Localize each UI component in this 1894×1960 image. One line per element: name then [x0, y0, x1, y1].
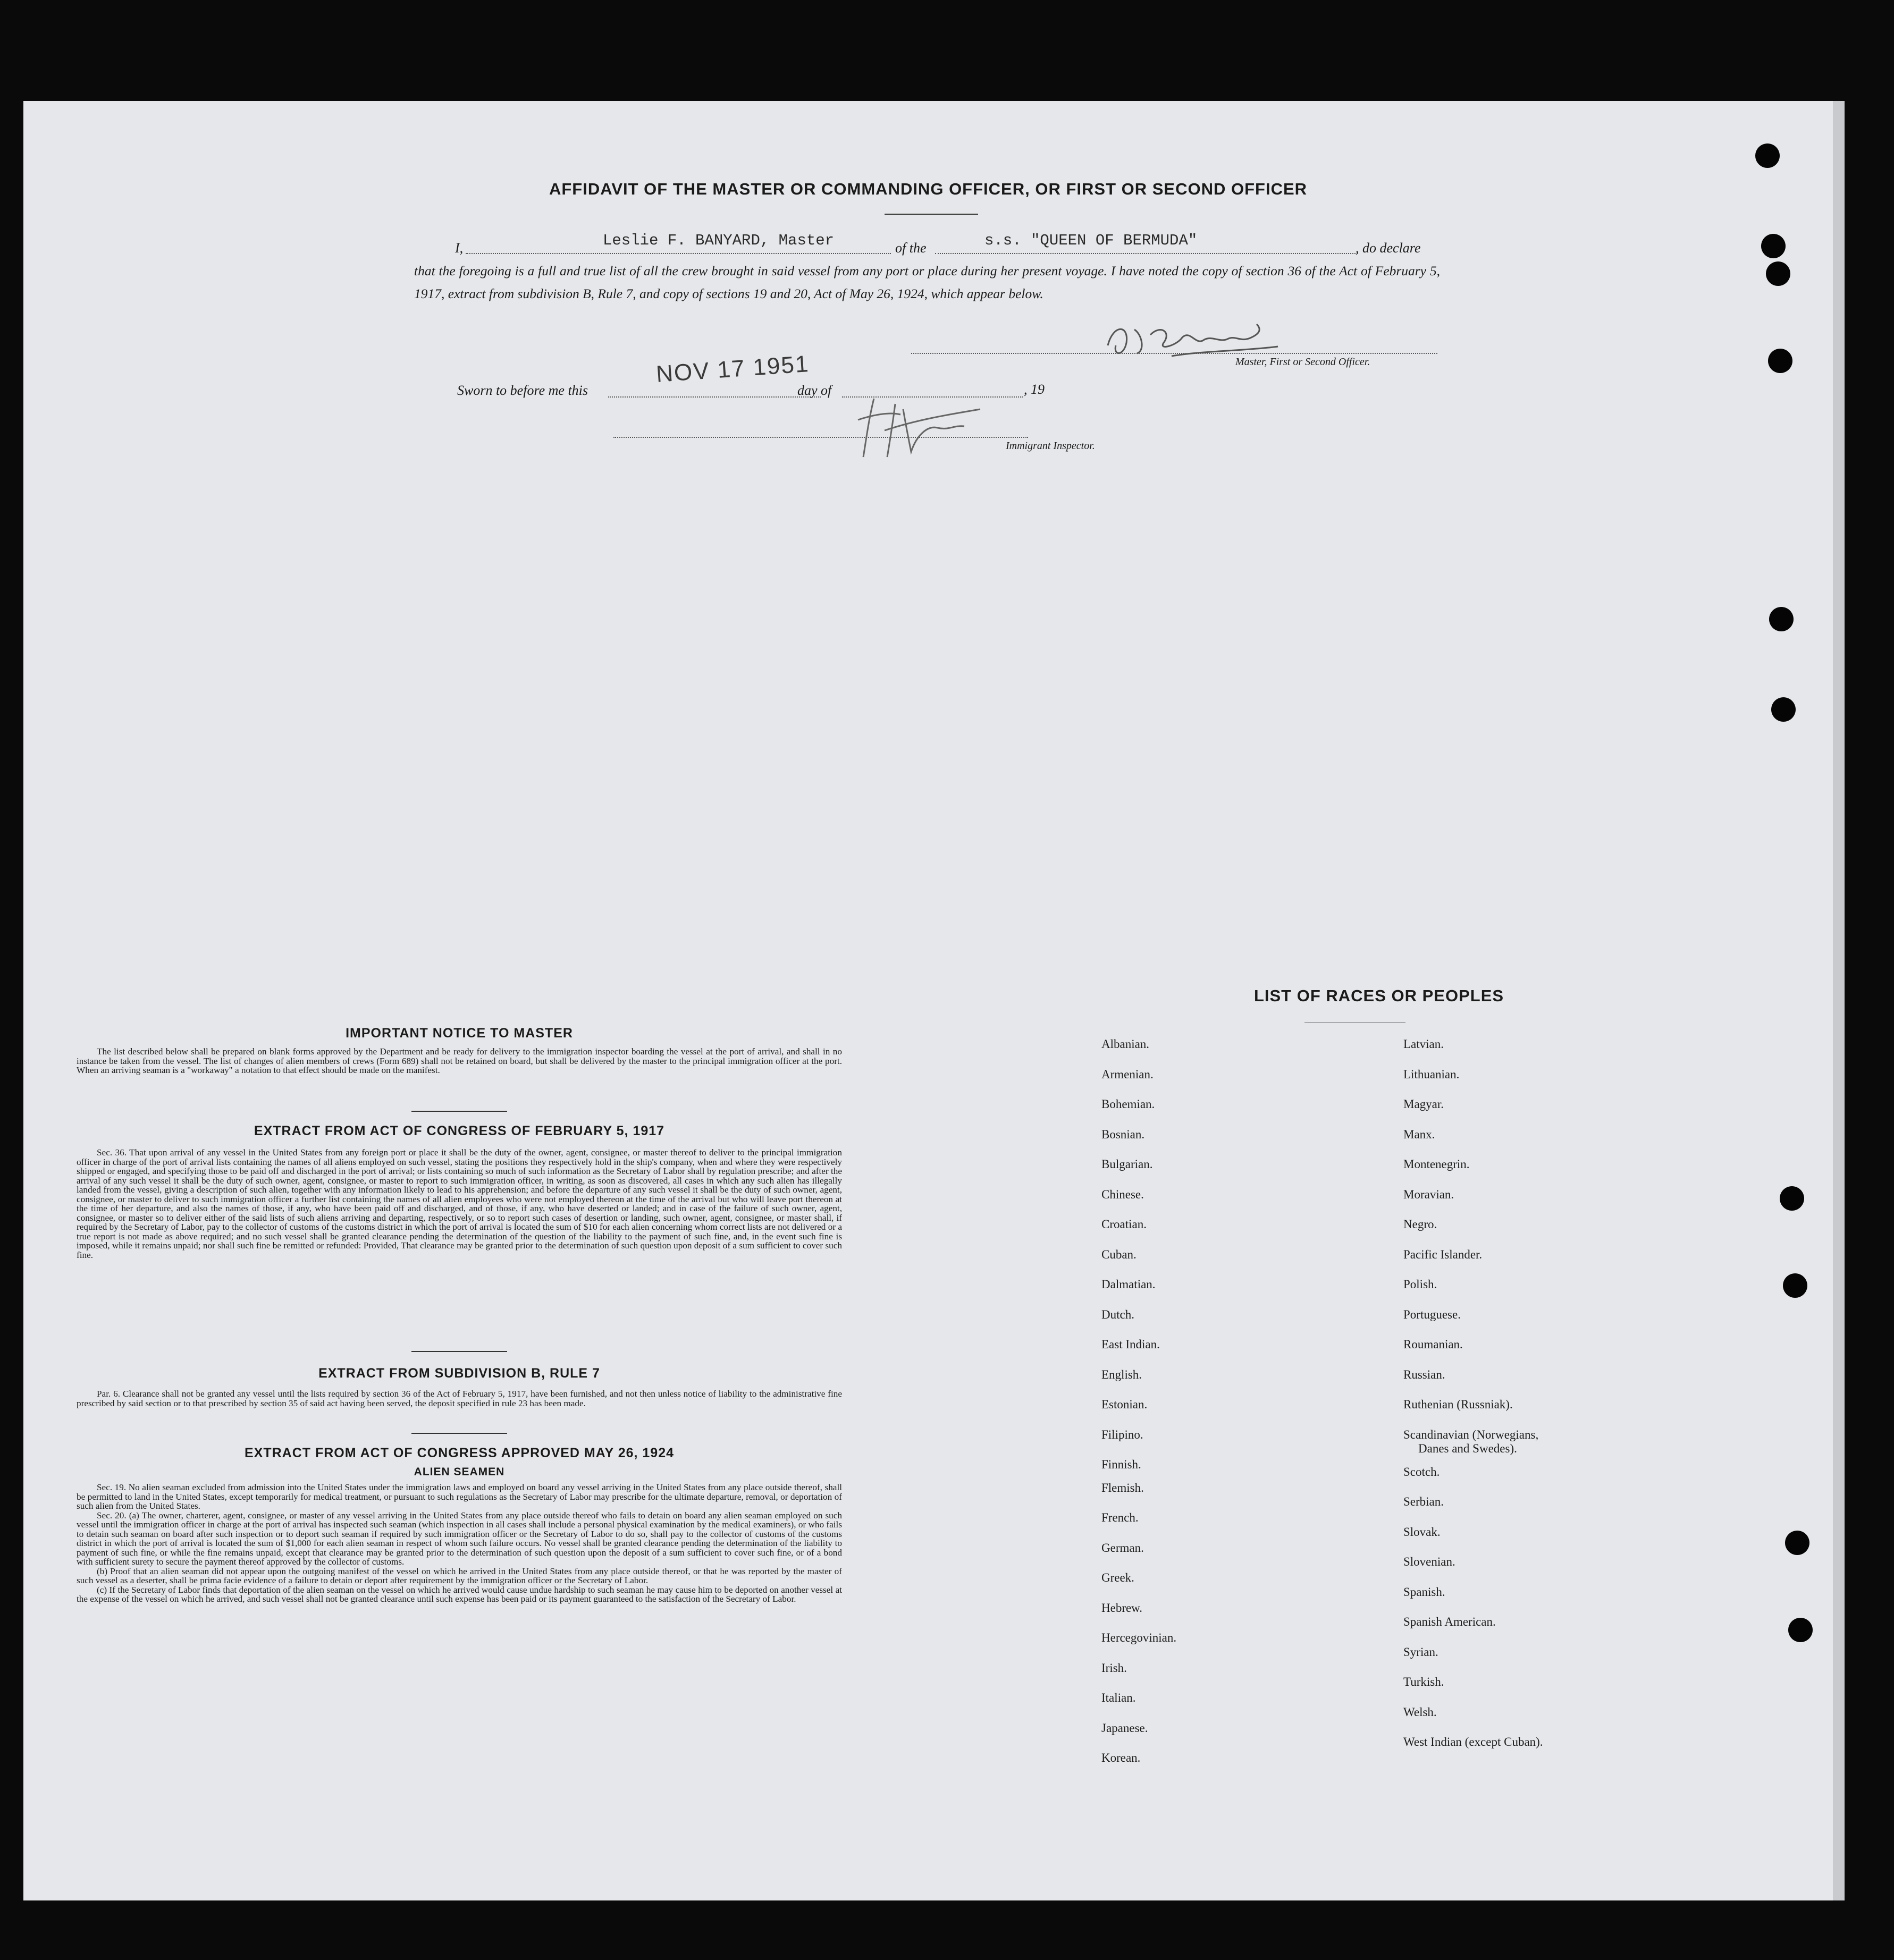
race-item: Irish. — [1101, 1661, 1127, 1675]
race-item: Dutch. — [1101, 1307, 1134, 1321]
race-item: Serbian. — [1403, 1495, 1444, 1508]
race-item: Chinese. — [1101, 1187, 1144, 1201]
race-item: Flemish. — [1101, 1481, 1144, 1494]
master-caption: Master, First or Second Officer. — [1235, 356, 1370, 368]
race-item: Japanese. — [1101, 1721, 1148, 1735]
race-item: Hebrew. — [1101, 1601, 1143, 1615]
punch-hole — [1768, 349, 1792, 373]
day-of-label: day of — [797, 383, 832, 398]
inspector-caption: Immigrant Inspector. — [1006, 440, 1095, 452]
race-item: Danes and Swedes). — [1418, 1441, 1517, 1455]
affidavit-title: AFFIDAVIT OF THE MASTER OR COMMANDING OFFICER, OR FIRST OR SECOND OFFICER — [549, 180, 1308, 198]
punch-hole — [1769, 607, 1794, 631]
race-item: Ruthenian (Russniak). — [1403, 1398, 1513, 1411]
extract-1924-title: EXTRACT FROM ACT OF CONGRESS APPROVED MAY 26, 1924 — [244, 1446, 675, 1460]
race-item: Bohemian. — [1101, 1097, 1155, 1111]
race-item: German. — [1101, 1541, 1144, 1555]
sec-36-paragraph: Sec. 36. That upon arrival of any vessel in the United States from any foreign port or place it shall be the duty of the owner, agent, consignee, or master thereof to deliver to the principal immigration officer in charge of the port of arrival lists containing the names of all aliens employed on such vessel, stating the positions they respectively hold in the ship's company, when and where they were respectively shipped or engaged, and specifying those to be paid off and discharged in the port of arrival; or lists containing so much of such information as the Secretary of Labor shall by regulation prescribe; and after the arrival of any such vessel it shall be the duty of such owner, agent, consignee, or master to report to such immigration officer, in writing, as soon as discovered, all cases in which any such alien has illegally landed from the vessel, giving a description of such alien, together with any information likely to lead to his apprehension; and before the departure of any such vessel it shall be the duty of such owner, agent, consignee, or master to deliver to such immigration officer a further list containing the names of all alien employees who were not employed thereon at the time of the arrival but who will leave port thereon at the time of her departure, and also the names of those, if any, who have been paid off and discharged, and of those, if any, who have deserted or landed; and in case of the failure of such owner, agent, consignee, or master so to deliver either of the said lists of such aliens arriving and departing, respectively, or so to report such cases of desertion or landing, such owner, agent, consignee, or master shall, if required by the Secretary of Labor, pay to the collector of customs of the customs district in which the port of arrival is located the sum of $10 for each alien concerning whom correct lists are not delivered or a true report is not made as above required; and no such vessel shall be granted clearance pending the determination of the question of the liability to the payment of such fine, and, in the event such fine is imposed, while it remains unpaid; nor shall such fine be remitted or refunded: Provided, That clearance may be granted prior to the determination of such question upon deposit of a sum sufficient to cover such fine. — [77, 1147, 842, 1260]
race-item: Korean. — [1101, 1751, 1141, 1764]
vessel-line — [935, 253, 1358, 254]
race-item: Armenian. — [1101, 1067, 1154, 1081]
race-item: Roumanian. — [1403, 1338, 1463, 1351]
sec-20b-paragraph: (b) Proof that an alien seaman did not appear upon the outgoing manifest of the vessel on which he arrived in the United States from any place outside thereof, or that he was reported by the master of such vessel as a deserter, shall be prima facie evidence of a failure to detain or deport after requirement by the immigration officer or the Secretary of Labor. — [77, 1566, 842, 1585]
year-prefix: , 19 — [1024, 382, 1045, 397]
race-item: Lithuanian. — [1403, 1067, 1460, 1081]
sec-19-paragraph: Sec. 19. No alien seaman excluded from admission into the United States under the immigration laws and employed on board any vessel arriving in the United States from any place outside thereof, shall be permitted to land in the United States, except temporarily for medical treatment, or pursuant to such regulations as the Secretary of Labor may prescribe for the ultimate departure, removal, or deportation of such alien from the United States. — [77, 1482, 842, 1511]
race-item: French. — [1101, 1511, 1139, 1524]
punch-hole — [1766, 261, 1790, 286]
race-item: Spanish American. — [1403, 1615, 1496, 1628]
race-item: Cuban. — [1101, 1247, 1137, 1261]
page-edge — [1833, 101, 1845, 1900]
notice-title: IMPORTANT NOTICE TO MASTER — [346, 1026, 573, 1041]
race-item: Bulgarian. — [1101, 1158, 1153, 1171]
race-item: Magyar. — [1403, 1097, 1444, 1111]
race-item: Estonian. — [1101, 1398, 1148, 1411]
race-item: Hercegovinian. — [1101, 1631, 1177, 1644]
punch-hole — [1785, 1531, 1809, 1555]
date-stamp: NOV 17 1951 — [655, 350, 810, 388]
race-item: Welsh. — [1403, 1705, 1437, 1719]
races-title: LIST OF RACES OR PEOPLES — [1253, 986, 1504, 1005]
divider-1 — [411, 1111, 507, 1112]
punch-hole — [1771, 697, 1796, 722]
alien-seamen-subtitle: ALIEN SEAMEN — [414, 1466, 505, 1478]
race-item: Scotch. — [1403, 1465, 1440, 1479]
sworn-day-line — [608, 396, 821, 398]
race-item: Greek. — [1101, 1571, 1134, 1584]
declaration-text: that the foregoing is a full and true list of all the crew brought in said vessel from any port or place during her present voyage. I have noted the copy of section 36 of the Act of February 5, 1917, extract from subdivision B, Rule 7, and copy of sections 19 and 20, Act of May 26, 1924, which appear below. — [414, 263, 1440, 301]
notice-text — [77, 1047, 842, 1075]
sworn-label: Sworn to before me this — [457, 383, 588, 398]
extract-1917-title: EXTRACT FROM ACT OF CONGRESS OF FEBRUARY 5, 1917 — [254, 1123, 665, 1138]
race-item: Manx. — [1403, 1127, 1435, 1141]
race-item: Croatian. — [1101, 1218, 1147, 1231]
race-item: English. — [1101, 1367, 1142, 1381]
race-item: Syrian. — [1403, 1645, 1438, 1659]
sec-20c-paragraph: (c) If the Secretary of Labor finds that deportation of the alien seaman on the vessel on which he arrived would cause undue hardship to such seaman he may cause him to be deported on another vessel at the expense of the vessel on which he arrived, and such vessel shall not be granted clearance until such expense has been paid or its payment guaranteed to the satisfaction of the Secretary of Labor. — [77, 1584, 842, 1604]
document-sheet — [23, 101, 1833, 1900]
race-item: Italian. — [1101, 1691, 1136, 1704]
punch-hole — [1788, 1618, 1813, 1642]
punch-hole — [1755, 143, 1780, 168]
inspector-signature — [853, 388, 1001, 468]
race-item: Moravian. — [1403, 1187, 1454, 1201]
of-the-label: of the — [895, 240, 927, 256]
race-item: Montenegrin. — [1403, 1158, 1470, 1171]
notice-paragraph: The list described below shall be prepared on blank forms approved by the Department and be ready for delivery to the immigration inspector boarding the vessel at the port of arrival, and shall in no instance be taken from the vessel. The list of changes of alien members of crews (Form 689) shall not be retained on board, but shall be delivered by the master to the principal immigration officer at the port. When an arriving seaman is a "workaway" a notation to that effect should be made on the manifest. — [77, 1046, 842, 1075]
race-item: Spanish. — [1403, 1585, 1445, 1599]
race-item: Polish. — [1403, 1278, 1437, 1291]
name-line — [466, 253, 891, 254]
race-item: Turkish. — [1403, 1675, 1444, 1688]
punch-hole — [1761, 234, 1786, 258]
title-divider — [885, 214, 978, 215]
race-item: Negro. — [1403, 1218, 1437, 1231]
do-declare-label: , do declare — [1356, 240, 1421, 256]
punch-hole — [1783, 1273, 1807, 1298]
race-item: Russian. — [1403, 1367, 1445, 1381]
master-name-fill: Leslie F. BANYARD, Master — [603, 232, 835, 249]
race-item: Dalmatian. — [1101, 1278, 1156, 1291]
race-item: Latvian. — [1403, 1037, 1444, 1051]
race-item: Bosnian. — [1101, 1127, 1145, 1141]
extract-rule7-title: EXTRACT FROM SUBDIVISION B, RULE 7 — [318, 1366, 600, 1381]
race-item: Albanian. — [1101, 1037, 1150, 1051]
divider-3 — [411, 1433, 507, 1434]
race-item: Portuguese. — [1403, 1307, 1461, 1321]
race-item: West Indian (except Cuban). — [1403, 1735, 1543, 1748]
punch-hole — [1780, 1186, 1804, 1211]
divider-2 — [411, 1351, 507, 1352]
extract-rule7-text — [77, 1389, 842, 1408]
race-item: East Indian. — [1101, 1338, 1160, 1351]
race-item: Pacific Islander. — [1403, 1247, 1483, 1261]
race-item: Finnish. — [1101, 1457, 1141, 1471]
extract-1924-text — [77, 1483, 842, 1604]
race-item: Slovak. — [1403, 1525, 1441, 1539]
race-item: Scandinavian (Norwegians, — [1403, 1427, 1539, 1441]
race-item: Filipino. — [1101, 1427, 1143, 1441]
sec-20a-paragraph: Sec. 20. (a) The owner, charterer, agent, consignee, or master of any vessel arriving in the United States from any place outside thereof who fails to detain on board any alien seaman employed on such vessel until the immigration officer in charge at the port of arrival has inspected such seaman (which inspection in all cases shall include a personal physical examination by the medical examiners), or who fails to detain such seaman on board after such inspection or to deport such seaman if required by such immigration officer or the Secretary of Labor to do so, shall pay to the collector of customs of the customs district in which the port of arrival is located the sum of $1,000 for each alien seaman in respect of whom such failure occurs. No vessel shall be granted clearance pending the determination of the liability to payment of such fine, or while the fine remains unpaid, except that clearance may be granted prior to the determination of such question upon the deposit of a sum sufficient to cover such fine, or of a bond with sufficient surety to secure the payment thereof approved by the collector of customs. — [77, 1510, 842, 1567]
i-label: I, — [455, 240, 464, 256]
race-item: Slovenian. — [1403, 1555, 1455, 1568]
extract-1917-text — [77, 1148, 842, 1260]
par-6-paragraph: Par. 6. Clearance shall not be granted any vessel until the lists required by section 36 of the Act of February 5, 1917, have been furnished, and not then unless notice of liability to the administrative fine prescribed by said section or to that prescribed by section 35 of said act having been served, the deposit specified in rule 23 has been made. — [77, 1389, 842, 1408]
vessel-name-fill: s.s. "QUEEN OF BERMUDA" — [984, 232, 1198, 249]
